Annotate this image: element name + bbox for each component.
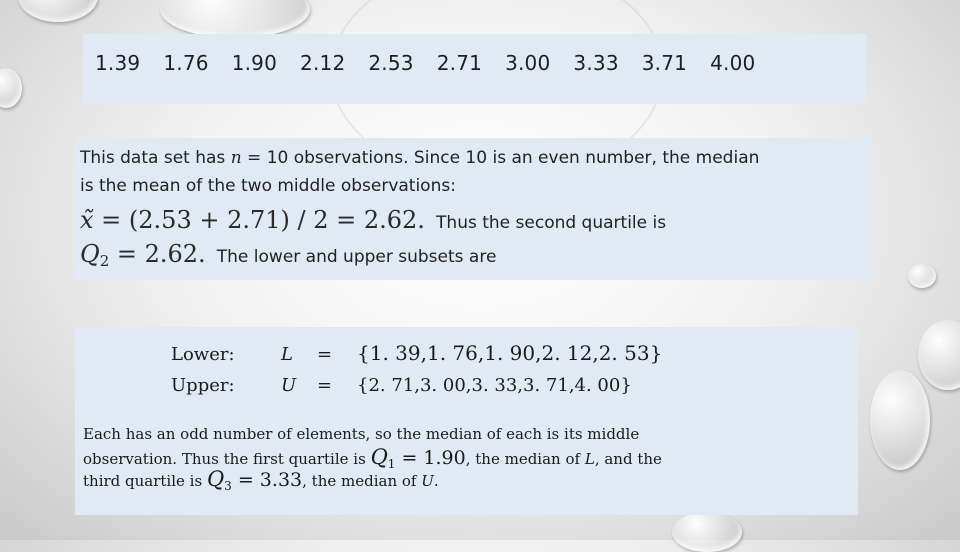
text-segment: = 10 observations. Since 10 is an even number, the median — [241, 148, 760, 168]
text-segment: , the median of — [465, 450, 581, 468]
text-segment: This data set has — [80, 148, 226, 168]
text-segment: . — [433, 472, 439, 490]
equals-sign: = — [317, 375, 333, 396]
data-value: 3.33 — [573, 51, 619, 75]
variable-n: n — [230, 148, 242, 168]
upper-set: {2. 71,3. 00,3. 33,3. 71,4. 00} — [357, 375, 632, 396]
median-formula-line — [80, 206, 666, 234]
data-value: 2.71 — [436, 51, 483, 75]
q1-symbol: Q — [370, 445, 388, 469]
text-segment: , and the — [594, 450, 662, 468]
median-line-1 — [80, 148, 759, 168]
text-segment: The lower and upper subsets are — [216, 247, 497, 267]
quartile-line-1 — [83, 425, 639, 443]
q3-value: = 3.33 — [231, 469, 303, 491]
lower-symbol: L — [281, 344, 293, 365]
upper-subset-row — [171, 375, 632, 396]
quartiles-panel — [75, 327, 858, 515]
data-value: 1.90 — [231, 51, 278, 75]
lower-label: Lower: — [171, 344, 235, 365]
water-drop-decoration — [870, 370, 930, 470]
q2-value: = 2.62. — [109, 240, 206, 268]
median-formula: = (2.53 + 2.71) / 2 = 2.62. — [93, 206, 425, 234]
median-explanation-panel — [75, 138, 873, 280]
quartile-line-3 — [83, 467, 439, 493]
water-drop-decoration — [908, 264, 936, 288]
water-drop-decoration — [0, 68, 22, 108]
data-value: 4.00 — [710, 51, 756, 75]
q2-symbol: Q — [80, 240, 100, 268]
q1-value: = 1.90 — [395, 447, 466, 469]
lower-subset-row — [171, 341, 662, 365]
q2-subscript: 2 — [99, 252, 110, 271]
water-drop-decoration — [160, 0, 310, 38]
equals-sign: = — [317, 344, 333, 365]
median-symbol: x̃ — [80, 206, 94, 234]
q3-subscript: 3 — [224, 479, 232, 493]
data-values-row — [95, 51, 755, 75]
median-line-2 — [80, 176, 456, 196]
q2-line — [80, 240, 496, 270]
water-drop-decoration — [18, 0, 98, 22]
upper-symbol: U — [281, 375, 297, 396]
data-value: 3.00 — [505, 51, 551, 75]
data-values-panel — [83, 34, 866, 104]
text-segment: Thus the second quartile is — [436, 213, 667, 233]
water-drop-decoration — [672, 512, 742, 552]
text-segment: is the mean of the two middle observations: — [80, 176, 456, 196]
variable-L: L — [584, 450, 595, 468]
text-segment: Each has an odd number of elements, so the median of each is its middle — [83, 425, 640, 443]
data-value: 1.39 — [95, 51, 141, 75]
water-drop-decoration — [918, 320, 960, 390]
data-value: 2.53 — [368, 51, 414, 75]
data-value: 1.76 — [163, 51, 209, 75]
q3-symbol: Q — [206, 467, 225, 491]
upper-label: Upper: — [171, 375, 235, 396]
data-value: 2.12 — [300, 51, 346, 75]
data-value: 3.71 — [641, 51, 688, 75]
text-segment: observation. Thus the first quartile is — [83, 450, 366, 468]
q1-subscript: 1 — [387, 457, 396, 471]
lower-set: {1. 39,1. 76,1. 90,2. 12,2. 53} — [357, 341, 663, 365]
variable-U: U — [421, 472, 434, 490]
text-segment: , the median of — [302, 472, 417, 490]
text-segment: third quartile is — [83, 472, 203, 490]
